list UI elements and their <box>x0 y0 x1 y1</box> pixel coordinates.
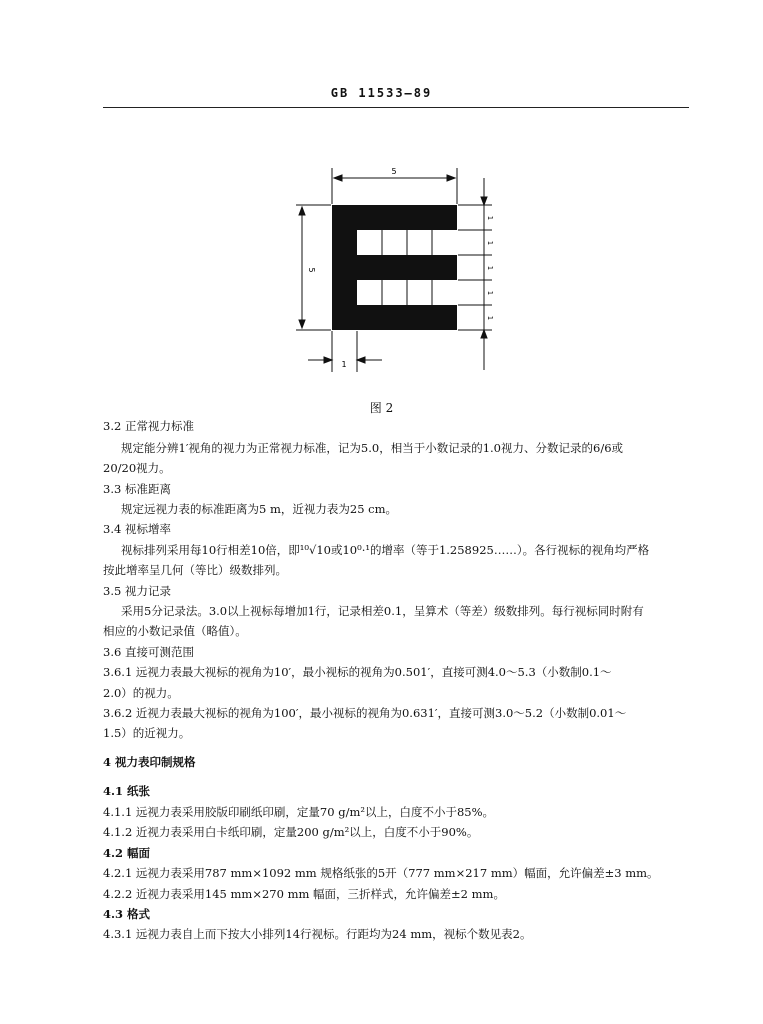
dim-right-label: 1 <box>486 215 494 221</box>
section-heading-3-4: 3.4 视标增率 <box>103 522 171 536</box>
dim-bottom-label: 1 <box>341 360 347 369</box>
paragraph-line: 2.0）的视力。 <box>103 686 179 700</box>
paragraph-line: 4.3.1 远视力表自上而下按大小排列14行视标。行距均为24 mm，视标个数见表2。 <box>103 927 532 941</box>
paragraph-line: 4.1.1 远视力表采用胶版印刷纸印刷，定量70 g/m²以上，白度不小于85%。 <box>103 805 495 819</box>
tumbling-e-figure <box>290 160 510 380</box>
paragraph-line: 4.2.1 远视力表采用787 mm×1092 mm 规格纸张的5开（777 mm×217 mm）幅面，允许偏差±3 mm。 <box>103 866 659 880</box>
figure-caption: 图 2 <box>369 401 394 415</box>
dim-right-label: 1 <box>486 265 494 271</box>
paragraph-line: 按此增率呈几何（等比）级数排列。 <box>103 563 287 577</box>
document-header: GB 11533—89 <box>330 86 433 100</box>
paragraph-line: 采用5分记录法。3.0以上视标每增加1行，记录相差0.1，呈算术（等差）级数排列。每行视标同时附有 <box>121 604 644 618</box>
dim-right-label: 1 <box>486 315 494 321</box>
dim-right-label: 1 <box>486 290 494 296</box>
paragraph-line: 4.1.2 近视力表采用白卡纸印刷，定量200 g/m²以上，白度不小于90%。 <box>103 825 479 839</box>
section-heading-4-3: 4.3 格式 <box>103 907 151 921</box>
section-heading-4-2: 4.2 幅面 <box>103 846 151 860</box>
paragraph-line: 规定远视力表的标准距离为5 m，近视力表为25 cm。 <box>121 502 398 516</box>
dim-top-label: 5 <box>391 167 397 176</box>
section-heading-3-2: 3.2 正常视力标准 <box>103 419 194 433</box>
section-heading-4-1: 4.1 纸张 <box>103 784 151 798</box>
paragraph-line: 相应的小数记录值（略值）。 <box>103 624 247 638</box>
section-heading-3-3: 3.3 标准距离 <box>103 482 171 496</box>
paragraph-line: 4.2.2 近视力表采用145 mm×270 mm 幅面，三折样式，允许偏差±2 mm。 <box>103 887 505 901</box>
paragraph-line: 1.5）的近视力。 <box>103 726 191 740</box>
paragraph-line: 3.6.1 远视力表最大视标的视角为10′，最小视标的视角为0.501′，直接可测4.0～5.3（小数制0.1～ <box>103 665 612 679</box>
header-rule <box>103 107 689 108</box>
paragraph-line: 3.6.2 近视力表最大视标的视角为100′，最小视标的视角为0.631′，直接可测3.0～5.2（小数制0.01～ <box>103 706 627 720</box>
e-optotype <box>332 205 457 330</box>
paragraph-line: 规定能分辨1′视角的视力为正常视力标准，记为5.0，相当于小数记录的1.0视力、分数记录的6/6或 <box>121 441 624 455</box>
chapter-heading-4: 4 视力表印制规格 <box>103 755 196 769</box>
section-heading-3-6: 3.6 直接可测范围 <box>103 645 194 659</box>
paragraph-line: 视标排列采用每10行相差10倍，即¹⁰√10或10⁰·¹的增率（等于1.258925……）。各行视标的视角均严格 <box>121 543 650 557</box>
dim-right-label: 1 <box>486 240 494 246</box>
paragraph-line: 20/20视力。 <box>103 461 171 475</box>
section-heading-3-5: 3.5 视力记录 <box>103 584 171 598</box>
dim-left-label: 5 <box>307 267 316 273</box>
